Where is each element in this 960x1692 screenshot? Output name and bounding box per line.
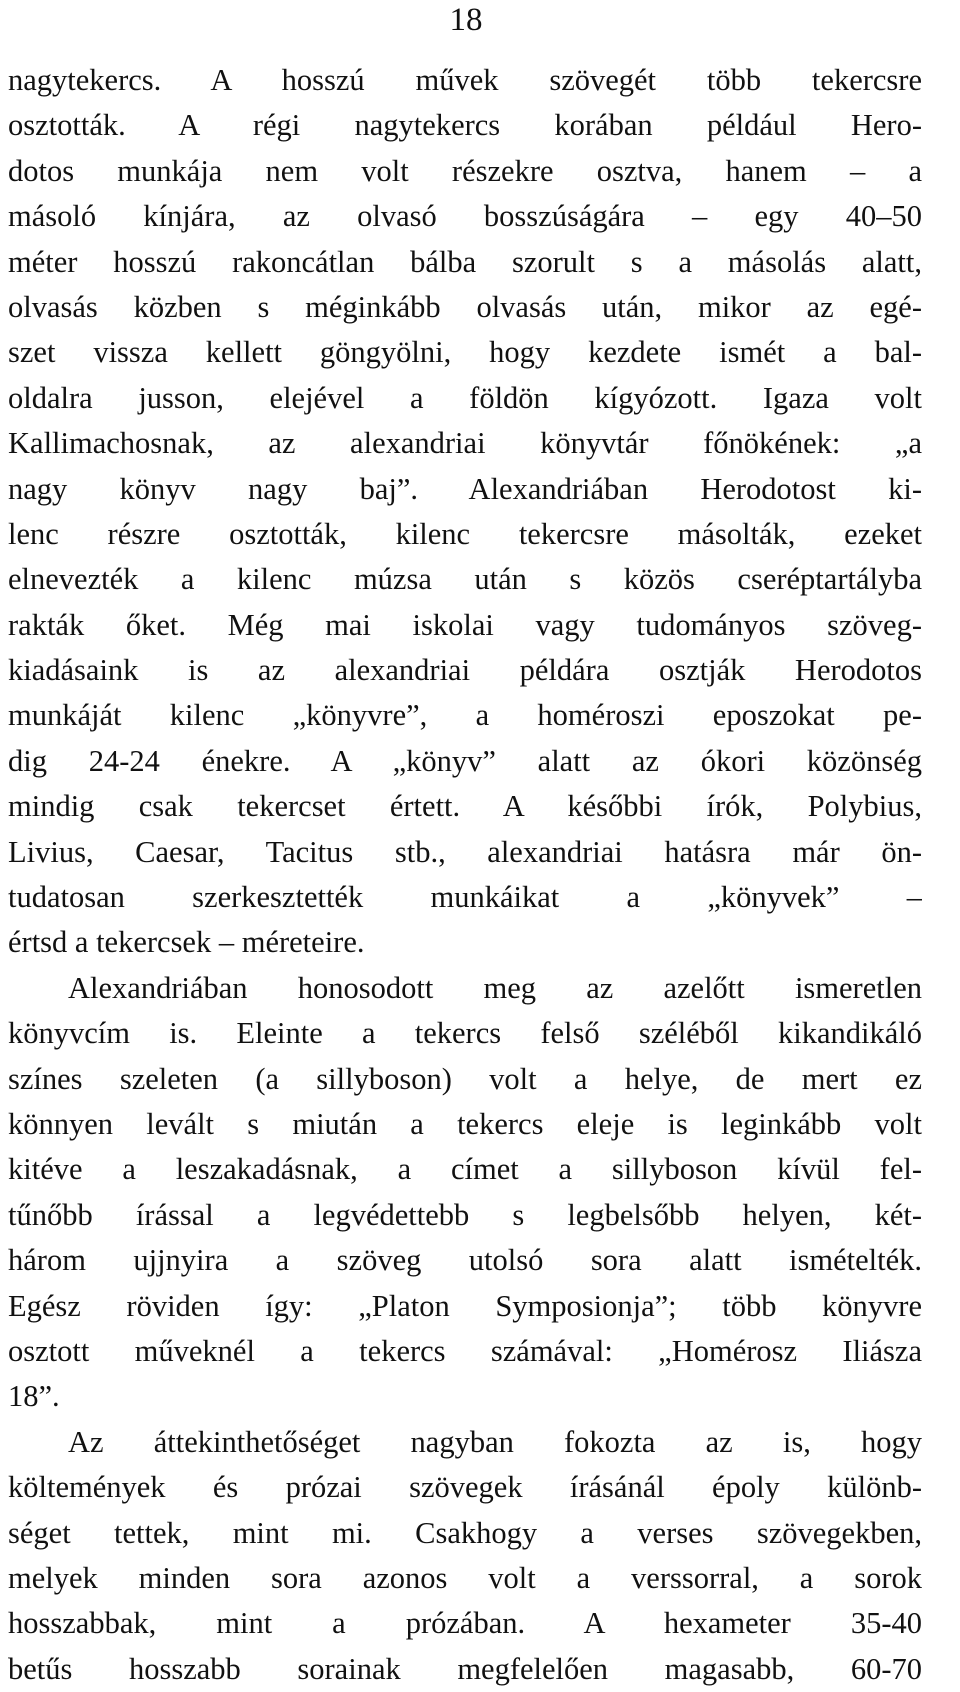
text-line: kitéve a leszakadásnak, a címet a sillyboson kívül fel- [8,1152,922,1187]
text-line: munkáját kilenc „könyvre”, a homéroszi eposzokat pe- [8,698,922,733]
text-line: betűs hosszabb sorainak megfelelően magasabb, 60-70 [8,1651,922,1686]
text-line: szet vissza kellett göngyölni, hogy kezdete ismét a bal- [8,335,922,370]
text-line: könnyen levált s miután a tekercs eleje is leginkább volt [8,1106,922,1141]
text-line: osztott műveknél a tekercs számával: „Homérosz Iliásza [8,1333,922,1368]
text-line: elnevezték a kilenc múzsa után s közös cseréptartályba [8,562,922,597]
text-line: Alexandriában honosodott meg az azelőtt ismeretlen [68,970,922,1005]
text-line: értsd a tekercsek – méreteire. [8,925,365,960]
text-line: nagytekercs. A hosszú művek szövegét több tekercsre [8,63,922,97]
text-line: tűnőbb írással a legvédettebb s legbelsőbb helyen, két- [8,1197,922,1232]
text-line: színes szeleten (a sillyboson) volt a helye, de mert ez [8,1061,922,1096]
text-line: 18”. [8,1379,60,1414]
text-line: rakták őket. Még mai iskolai vagy tudományos szöveg- [8,607,922,642]
text-line: dotos munkája nem volt részekre osztva, hanem – a [8,153,922,188]
text-line: dig 24-24 énekre. A „könyv” alatt az ókori közönség [8,743,922,778]
text-line: három ujjnyira a szöveg utolsó sora alatt ismételték. [8,1243,922,1278]
text-line: másoló kínjára, az olvasó bosszúságára – egy 40–50 [8,199,922,234]
text-line: méter hosszú rakoncátlan bálba szorult s a másolás alatt, [8,244,922,279]
text-line: hosszabbak, mint a prózában. A hexameter 35-40 [8,1606,922,1641]
page-number: 18 [449,2,483,38]
text-line: mindig csak tekercset értett. A későbbi írók, Polybius, [8,789,922,824]
text-line: kiadásaink is az alexandriai példára osztják Herodotos [8,653,922,688]
text-line: nagy könyv nagy baj”. Alexandriában Herodotost ki- [8,471,922,506]
text-line: Livius, Caesar, Tacitus stb., alexandriai hatásra már ön- [8,834,922,869]
text-line: könyvcím is. Eleinte a tekercs felső széléből kikandikáló [8,1016,922,1051]
text-line: tudatosan szerkesztették munkáikat a „könyvek” – [8,880,922,915]
text-line: Egész röviden így: „Platon Symposionja”; több könyvre [8,1288,922,1323]
text-line: Az áttekinthetőséget nagyban fokozta az is, hogy [68,1424,922,1459]
text-line: Kallimachosnak, az alexandriai könyvtár főnökének: „a [8,426,922,461]
text-line: költemények és prózai szövegek írásánál époly különb- [8,1470,922,1505]
text-line: oldalra jusson, elejével a földön kígyózott. Igaza volt [8,380,922,415]
text-line: melyek minden sora azonos volt a verssorral, a sorok [8,1560,922,1595]
text-line: olvasás közben s méginkább olvasás után, mikor az egé- [8,289,922,324]
text-line: lenc részre osztották, kilenc tekercsre másolták, ezeket [8,516,922,551]
body-text [8,58,922,1692]
text-line: osztották. A régi nagytekercs korában például Hero- [8,108,922,143]
text-line: séget tettek, mint mi. Csakhogy a verses szövegekben, [8,1515,922,1550]
